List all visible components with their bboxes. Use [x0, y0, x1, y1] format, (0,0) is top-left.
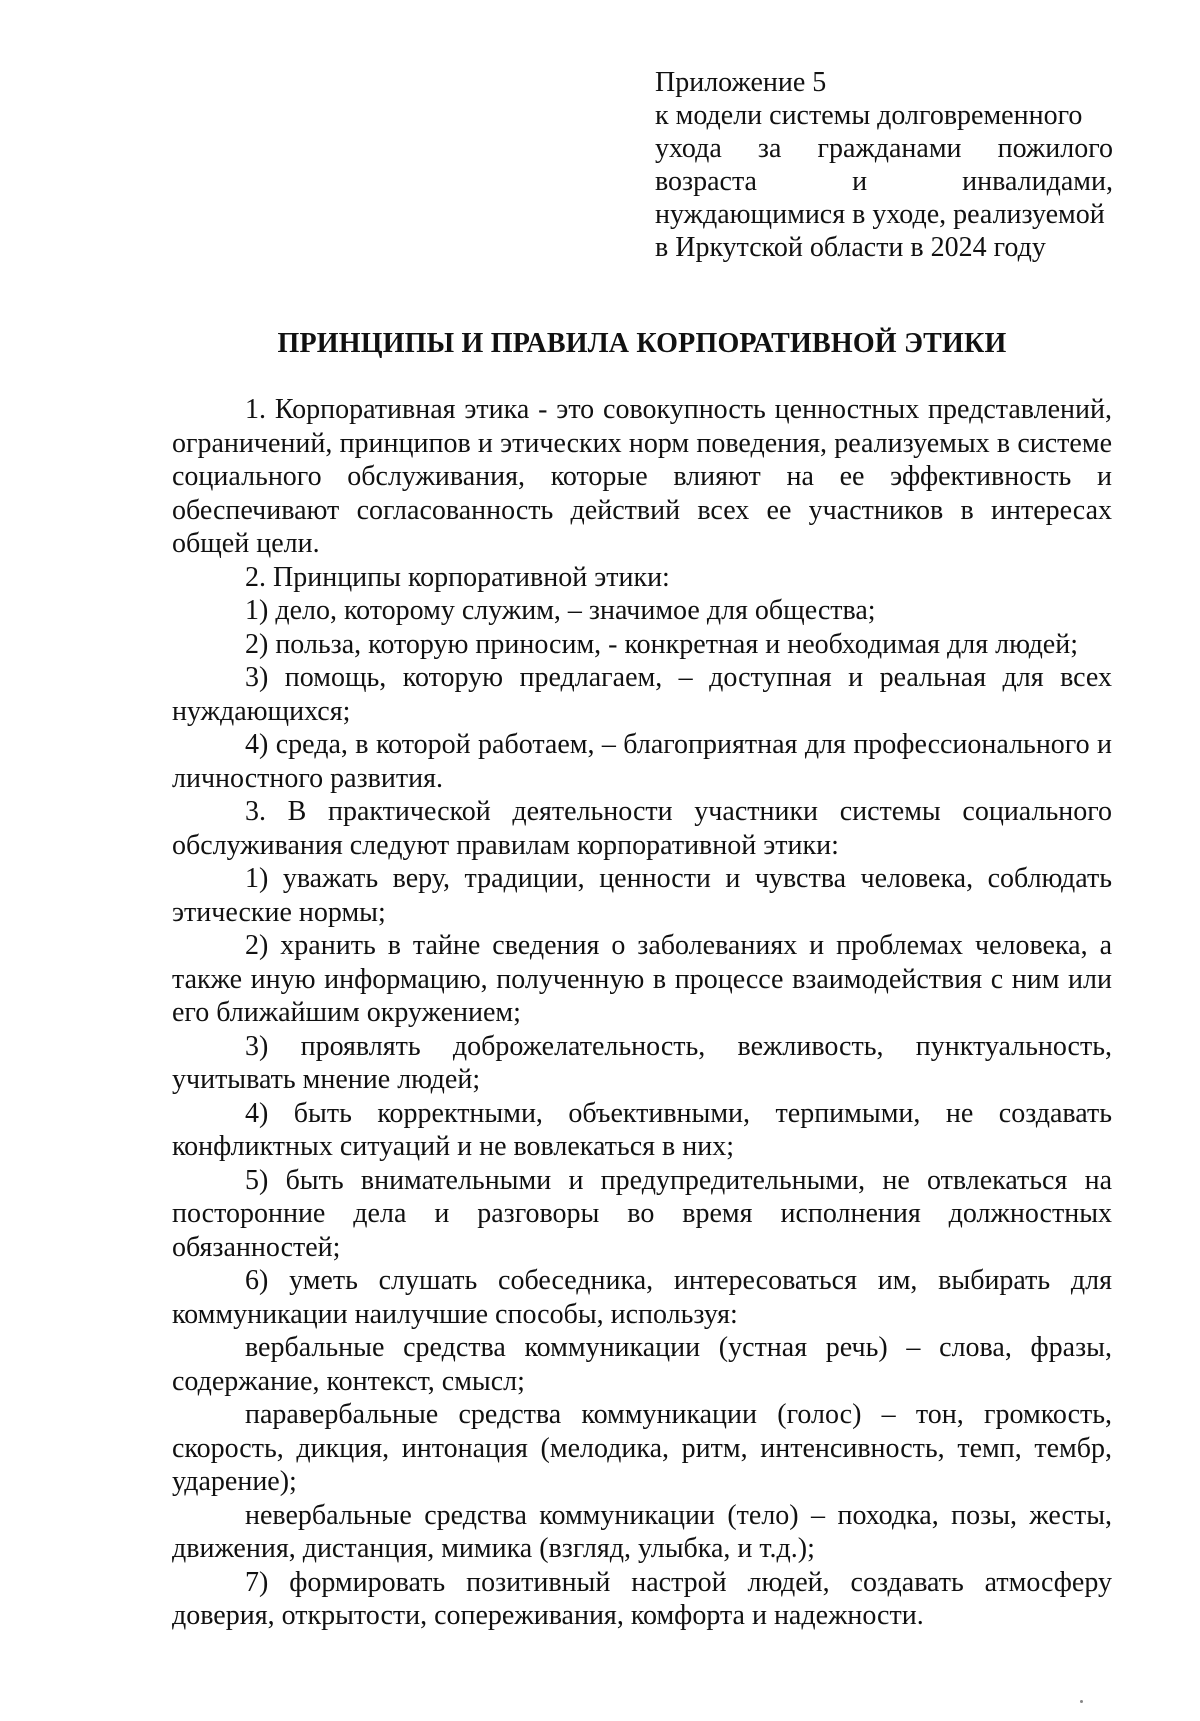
appendix-line: нуждающимися в уходе, реализуемой [655, 199, 1105, 230]
scan-speck [1080, 1700, 1083, 1703]
appendix-line: к модели системы долговременного [655, 100, 1083, 131]
sub-item: вербальные средства коммуникации (устная речь) – слова, фразы, содержание, контекст, смысл; [172, 1332, 1112, 1397]
sub-item: невербальные средства коммуникации (тело) – походка, позы, жесты, движения, дистанция, мимика (взгляд, улыбка, и т.д.); [172, 1499, 1112, 1564]
list-item: 3) помощь, которую предлагаем, – доступная и реальная для всех нуждающихся; [172, 662, 1112, 727]
list-item: 4) среда, в которой работаем, – благоприятная для профессионального и личностного развития. [172, 729, 1112, 794]
appendix-line: ухода за гражданами пожилого [655, 133, 1113, 164]
paragraph: 2. Принципы корпоративной этики: [245, 561, 670, 593]
list-item: 3) проявлять доброжелательность, вежливость, пунктуальность, учитывать мнение людей; [172, 1030, 1112, 1095]
paragraph: 3. В практической деятельности участники системы социального обслуживания следуют правилам корпоративной этики: [172, 796, 1112, 861]
list-item: 4) быть корректными, объективными, терпимыми, не создавать конфликтных ситуаций и не вовлекаться в них; [172, 1097, 1112, 1162]
appendix-line: в Иркутской области в 2024 году [655, 232, 1046, 263]
list-item: 2) польза, которую приносим, - конкретная и необходимая для людей; [245, 628, 1078, 660]
list-item: 6) уметь слушать собеседника, интересоваться им, выбирать для коммуникации наилучшие способы, используя: [172, 1265, 1112, 1330]
list-item: 5) быть внимательными и предупредительными, не отвлекаться на посторонние дела и разговоры во время исполнения должностных обязанностей; [172, 1164, 1112, 1263]
sub-item: паравербальные средства коммуникации (голос) – тон, громкость, скорость, дикция, интонация (мелодика, ритм, интенсивность, темп, тембр, ударение); [172, 1399, 1112, 1497]
appendix-line: Приложение 5 [655, 67, 827, 98]
document-body [172, 393, 1112, 1633]
appendix-line: возраста и инвалидами, [655, 166, 1113, 197]
list-item: 7) формировать позитивный настрой людей, создавать атмосферу доверия, открытости, сопереживания, комфорта и надежности. [172, 1566, 1112, 1631]
list-item: 1) дело, которому служим, – значимое для общества; [245, 595, 876, 626]
appendix-header [655, 66, 1113, 264]
paragraph: 1. Корпоративная этика - это совокупность ценностных представлений, ограничений, принципов и этических норм поведения, реализуемых в системе социального обслуживания, которые влияют на ее эффективность и обеспечивают согласованность действий всех ее участников в интересах общей цели. [172, 394, 1112, 559]
document-title: ПРИНЦИПЫ И ПРАВИЛА КОРПОРАТИВНОЙ ЭТИКИ [277, 328, 1007, 359]
list-item: 1) уважать веру, традиции, ценности и чувства человека, соблюдать этические нормы; [172, 863, 1112, 928]
list-item: 2) хранить в тайне сведения о заболеваниях и проблемах человека, а также иную информацию, полученную в процессе взаимодействия с ним или его ближайшим окружением; [172, 930, 1112, 1028]
